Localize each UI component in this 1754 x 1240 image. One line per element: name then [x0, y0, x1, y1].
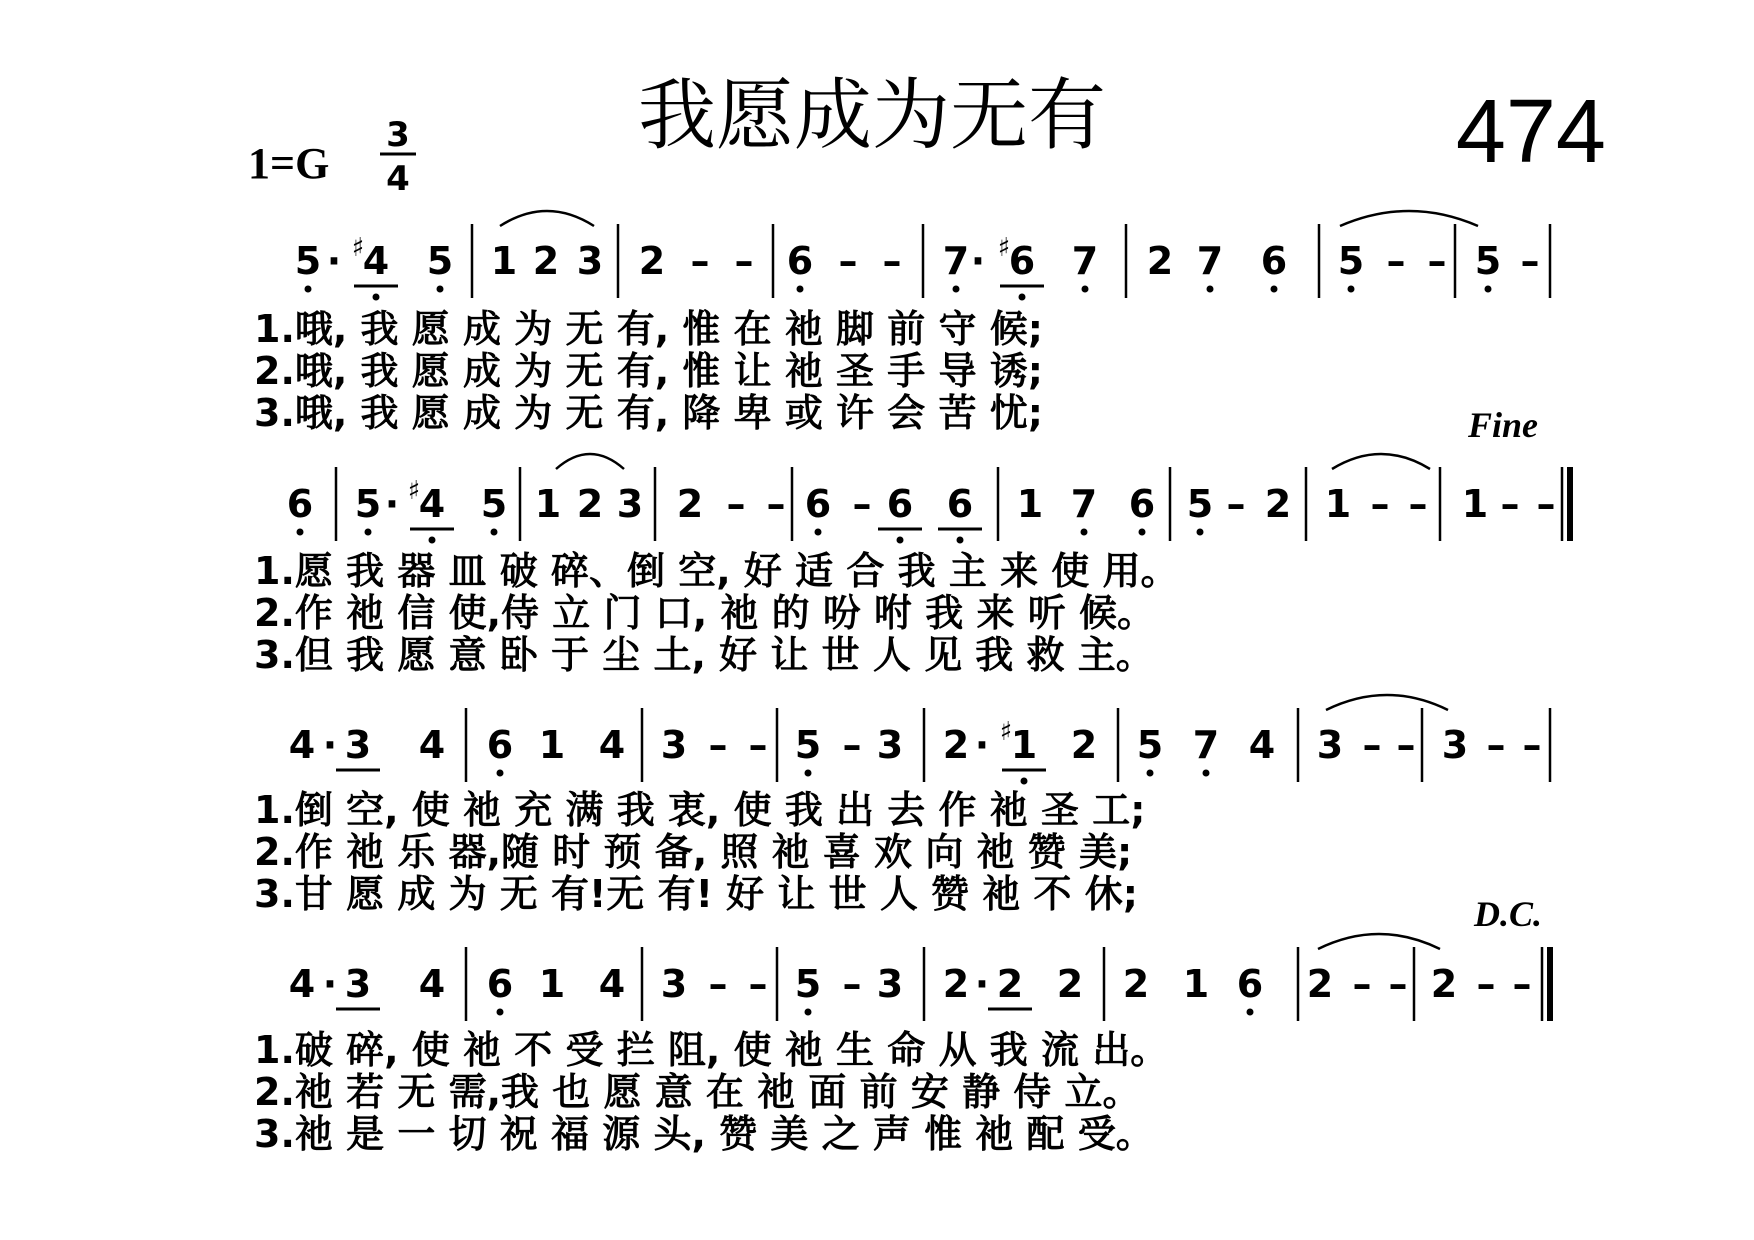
lyric-line: 1.倒 空, 使 祂 充 满 我 衷, 使 我 出 去 作 祂 圣 工; — [254, 788, 1146, 832]
low-octave-dot — [897, 537, 904, 544]
note: 4 — [418, 723, 446, 767]
dash: – — [1386, 239, 1406, 283]
dash: – — [748, 962, 768, 1006]
note: 3 — [344, 723, 372, 767]
dash: – — [1520, 239, 1540, 283]
note: 6 — [886, 482, 914, 526]
note: 3 — [1316, 723, 1344, 767]
note: 1 — [490, 239, 518, 283]
note: 6 — [1128, 482, 1156, 526]
dash: – — [1226, 482, 1246, 526]
dc-mark: D.C. — [1473, 894, 1542, 934]
note: 2 — [996, 962, 1024, 1006]
dash: – — [748, 723, 768, 767]
note: 3 — [1441, 723, 1469, 767]
tie-slur — [556, 454, 624, 469]
note: 2 — [1056, 962, 1084, 1006]
note: 6 — [1008, 239, 1036, 283]
dash: – — [1486, 723, 1506, 767]
note: 4 — [418, 962, 446, 1006]
note: 6 — [486, 723, 514, 767]
note: 7 — [1071, 239, 1099, 283]
note: 2 — [1264, 482, 1292, 526]
lyric-line: 1.愿 我 器 皿 破 碎、倒 空, 好 适 合 我 主 来 使 用。 — [254, 549, 1179, 593]
dash: – — [1388, 962, 1408, 1006]
note: 6 — [486, 962, 514, 1006]
dash: – — [690, 239, 710, 283]
low-octave-dot — [1019, 294, 1026, 301]
note: 4 — [362, 239, 390, 283]
dash: – — [1362, 723, 1382, 767]
lyric-line: 2.作 祂 信 使,侍 立 门 口, 祂 的 吩 咐 我 来 听 候。 — [254, 591, 1155, 635]
low-octave-dot — [497, 770, 504, 777]
note: 3 — [876, 962, 904, 1006]
note: 1 — [1182, 962, 1210, 1006]
note: 7 — [942, 239, 970, 283]
low-octave-dot — [1203, 770, 1210, 777]
note: 6 — [786, 239, 814, 283]
augmentation-dot: · — [974, 723, 990, 767]
note: 4 — [598, 723, 626, 767]
note: 5 — [794, 962, 822, 1006]
note: 1 — [538, 962, 566, 1006]
dash: – — [1476, 962, 1496, 1006]
note: 3 — [660, 962, 688, 1006]
sharp-sign: ♯ — [407, 476, 421, 506]
low-octave-dot — [429, 537, 436, 544]
note: 2 — [676, 482, 704, 526]
note: 5 — [1337, 239, 1365, 283]
dash: – — [1396, 723, 1416, 767]
dash: – — [1370, 482, 1390, 526]
note: 3 — [344, 962, 372, 1006]
lyric-line: 2.作 祂 乐 器,随 时 预 备, 照 祂 喜 欢 向 祂 赞 美; — [254, 830, 1133, 874]
low-octave-dot — [491, 529, 498, 536]
low-octave-dot — [373, 294, 380, 301]
note: 5 — [1474, 239, 1502, 283]
dash: – — [1536, 482, 1556, 526]
time-signature-bottom: 4 — [386, 159, 410, 199]
dash: – — [708, 723, 728, 767]
note: 2 — [1122, 962, 1150, 1006]
note: 1 — [1016, 482, 1044, 526]
note: 6 — [946, 482, 974, 526]
low-octave-dot — [805, 770, 812, 777]
low-octave-dot — [365, 529, 372, 536]
sharp-sign: ♯ — [351, 233, 365, 263]
augmentation-dot: · — [322, 723, 338, 767]
low-octave-dot — [297, 529, 304, 536]
lyric-line: 3.甘 愿 成 为 无 有!无 有! 好 让 世 人 赞 祂 不 休; — [254, 872, 1138, 916]
note: 1 — [1324, 482, 1352, 526]
dash: – — [766, 482, 786, 526]
dash: – — [1408, 482, 1428, 526]
note: 2 — [638, 239, 666, 283]
note: 2 — [942, 962, 970, 1006]
tie-slur — [1332, 454, 1430, 469]
note: 5 — [354, 482, 382, 526]
low-octave-dot — [497, 1009, 504, 1016]
dash: – — [838, 239, 858, 283]
sharp-sign: ♯ — [997, 233, 1011, 263]
note: 1 — [538, 723, 566, 767]
low-octave-dot — [953, 286, 960, 293]
lyric-line: 3.祂 是 一 切 祝 福 源 头, 赞 美 之 声 惟 祂 配 受。 — [254, 1112, 1154, 1156]
augmentation-dot: · — [974, 962, 990, 1006]
note: 2 — [942, 723, 970, 767]
note: 5 — [1136, 723, 1164, 767]
note: 2 — [1306, 962, 1334, 1006]
note: 1 — [534, 482, 562, 526]
augmentation-dot: · — [326, 239, 342, 283]
tie-slur — [500, 211, 594, 226]
note: 4 — [1248, 723, 1276, 767]
dash: – — [1500, 482, 1520, 526]
dash: – — [1512, 962, 1532, 1006]
note: 7 — [1196, 239, 1224, 283]
low-octave-dot — [1485, 286, 1492, 293]
tie-slur — [1326, 695, 1448, 710]
note: 3 — [660, 723, 688, 767]
note: 1 — [1461, 482, 1489, 526]
fine-mark: Fine — [1467, 405, 1538, 445]
note: 5 — [1186, 482, 1214, 526]
note: 2 — [532, 239, 560, 283]
hymn-title: 我愿成为无有 — [637, 71, 1107, 161]
augmentation-dot: · — [970, 239, 986, 283]
time-signature-top: 3 — [386, 115, 410, 155]
note: 3 — [876, 723, 904, 767]
note: 2 — [576, 482, 604, 526]
tie-slur — [1318, 934, 1440, 949]
lyric-line: 1.哦, 我 愿 成 为 无 有, 惟 在 祂 脚 前 守 候; — [254, 307, 1043, 351]
note: 6 — [1260, 239, 1288, 283]
low-octave-dot — [805, 1009, 812, 1016]
low-octave-dot — [1147, 770, 1154, 777]
lyric-line: 1.破 碎, 使 祂 不 受 拦 阻, 使 祂 生 命 从 我 流 出。 — [254, 1028, 1169, 1072]
dash: – — [842, 962, 862, 1006]
key-signature: 1=G — [248, 139, 330, 188]
note: 2 — [1146, 239, 1174, 283]
augmentation-dot: · — [384, 482, 400, 526]
note: 7 — [1070, 482, 1098, 526]
dash: – — [1352, 962, 1372, 1006]
music-systems — [254, 211, 1570, 1156]
note: 4 — [418, 482, 446, 526]
music-system — [254, 211, 1550, 435]
tie-slur — [1340, 211, 1478, 226]
note: 4 — [288, 962, 316, 1006]
low-octave-dot — [1082, 286, 1089, 293]
low-octave-dot — [1021, 778, 1028, 785]
lyric-line: 3.但 我 愿 意 卧 于 尘 土, 好 让 世 人 见 我 救 主。 — [254, 633, 1154, 677]
lyric-line: 2.哦, 我 愿 成 为 无 有, 惟 让 祂 圣 手 导 诱; — [254, 349, 1043, 393]
dash: – — [842, 723, 862, 767]
note: 6 — [1236, 962, 1264, 1006]
low-octave-dot — [815, 529, 822, 536]
dash: – — [1427, 239, 1447, 283]
low-octave-dot — [1207, 286, 1214, 293]
low-octave-dot — [1271, 286, 1278, 293]
note: 5 — [480, 482, 508, 526]
low-octave-dot — [1197, 529, 1204, 536]
note: 5 — [426, 239, 454, 283]
dash: – — [882, 239, 902, 283]
low-octave-dot — [797, 286, 804, 293]
note: 2 — [1070, 723, 1098, 767]
note: 7 — [1192, 723, 1220, 767]
dash: – — [1522, 723, 1542, 767]
note: 3 — [576, 239, 604, 283]
low-octave-dot — [957, 537, 964, 544]
music-system — [254, 695, 1550, 916]
note: 1 — [1010, 723, 1038, 767]
note: 3 — [616, 482, 644, 526]
low-octave-dot — [1081, 529, 1088, 536]
note: 4 — [598, 962, 626, 1006]
low-octave-dot — [305, 286, 312, 293]
music-system — [254, 454, 1570, 677]
low-octave-dot — [1348, 286, 1355, 293]
hymn-number: 474 — [1455, 82, 1606, 182]
note: 5 — [794, 723, 822, 767]
note: 5 — [294, 239, 322, 283]
sharp-sign: ♯ — [999, 717, 1013, 747]
dash: – — [726, 482, 746, 526]
low-octave-dot — [437, 286, 444, 293]
dash: – — [708, 962, 728, 1006]
dash: – — [734, 239, 754, 283]
note: 4 — [288, 723, 316, 767]
note: 6 — [804, 482, 832, 526]
lyric-line: 3.哦, 我 愿 成 为 无 有, 降 卑 或 许 会 苦 忧; — [254, 391, 1043, 435]
note: 2 — [1430, 962, 1458, 1006]
low-octave-dot — [1139, 529, 1146, 536]
low-octave-dot — [1247, 1009, 1254, 1016]
dash: – — [852, 482, 872, 526]
music-system — [254, 934, 1550, 1156]
lyric-line: 2.祂 若 无 需,我 也 愿 意 在 祂 面 前 安 静 侍 立。 — [254, 1070, 1141, 1114]
augmentation-dot: · — [322, 962, 338, 1006]
note: 6 — [286, 482, 314, 526]
